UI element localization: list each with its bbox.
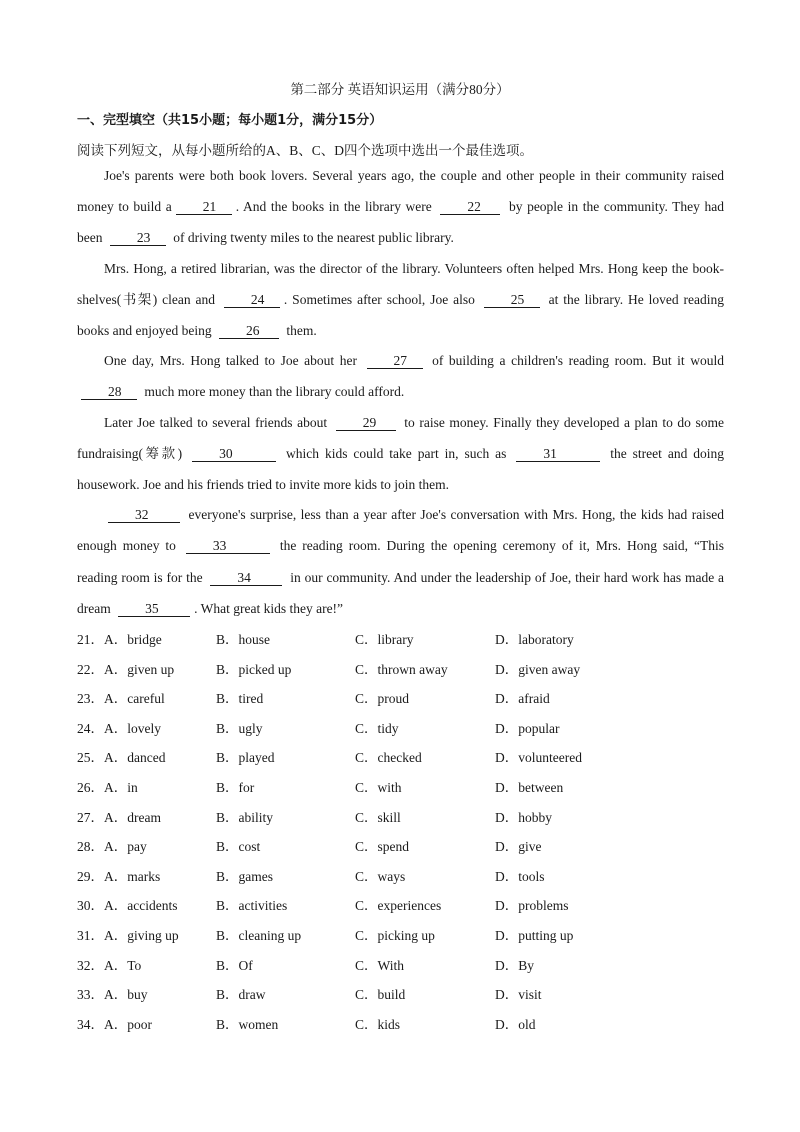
option-c: C．with bbox=[355, 779, 402, 795]
option-b: B．house bbox=[216, 632, 270, 647]
option-b: B．cost bbox=[216, 839, 261, 855]
option-row-29 bbox=[77, 859, 737, 889]
question-number: 29． bbox=[77, 868, 104, 884]
option-b: B．cleaning up bbox=[216, 927, 302, 943]
blank-34: 34 bbox=[210, 570, 282, 586]
option-c: C．experiences bbox=[355, 898, 442, 914]
passage-text: . And the books in the library were bbox=[235, 199, 432, 215]
option-row-32 bbox=[77, 948, 737, 978]
option-a-text: A．marks bbox=[104, 868, 161, 884]
option-c: C．skill bbox=[355, 809, 401, 825]
paragraph-4 bbox=[77, 407, 724, 501]
option-d: D．By bbox=[495, 957, 535, 973]
option-a-text: A．poor bbox=[104, 1016, 152, 1032]
paragraph-2 bbox=[77, 253, 724, 347]
question-number: 26． bbox=[77, 779, 104, 795]
passage-text: One day, Mrs. Hong talked to Joe about her bbox=[104, 353, 357, 369]
option-a bbox=[77, 628, 162, 648]
option-a bbox=[77, 924, 179, 944]
instruction-text: 阅读下列短文，从每小题所给的A、B、C、D四个选项中选出一个最佳选项。 bbox=[77, 143, 534, 158]
blank-24: 24 bbox=[224, 292, 280, 308]
option-d: D．hobby bbox=[495, 809, 552, 825]
passage-text: . Sometimes after school, Joe also bbox=[283, 291, 475, 307]
paragraph-3 bbox=[77, 345, 724, 407]
passage-text: to raise money. Finally they developed a plan to do some fundraising(筹款) bbox=[77, 414, 724, 461]
question-number: 22． bbox=[77, 661, 104, 677]
blank-22: 22 bbox=[440, 199, 500, 215]
passage-text: of building a children's reading room. But it would bbox=[432, 353, 724, 369]
passage-text: by people in the community. They had been bbox=[77, 199, 724, 246]
option-a bbox=[77, 865, 160, 885]
option-row-28 bbox=[77, 829, 737, 859]
question-number: 32． bbox=[77, 957, 104, 973]
option-a-text: A．in bbox=[104, 779, 138, 795]
option-a-text: A．giving up bbox=[104, 927, 179, 943]
option-c: C．proud bbox=[355, 691, 409, 707]
option-a bbox=[77, 658, 174, 678]
option-row-24 bbox=[77, 711, 737, 741]
question-number: 24． bbox=[77, 720, 104, 736]
passage-text: of driving twenty miles to the nearest public library. bbox=[173, 230, 454, 246]
option-d: D．popular bbox=[495, 720, 560, 736]
option-c: C．build bbox=[355, 987, 406, 1003]
blank-30: 30 bbox=[192, 446, 276, 462]
option-a-text: A．lovely bbox=[104, 720, 161, 736]
option-a-text: A．buy bbox=[104, 987, 148, 1003]
option-b: B．women bbox=[216, 1016, 279, 1032]
passage-text: everyone's surprise, less than a year after Joe's conversation with Mrs. Hong, the kids had raised enough money to bbox=[77, 507, 724, 554]
option-row-23 bbox=[77, 681, 737, 711]
option-a bbox=[77, 954, 141, 974]
option-a bbox=[77, 687, 165, 707]
passage-text: Later Joe talked to several friends about bbox=[104, 414, 328, 430]
passage-text: . What great kids they are!” bbox=[194, 600, 344, 616]
option-a bbox=[77, 717, 161, 737]
option-b: B．for bbox=[216, 779, 255, 795]
option-a-text: A．To bbox=[104, 957, 142, 973]
option-c: C．picking up bbox=[355, 927, 435, 943]
blank-27: 27 bbox=[367, 353, 423, 369]
passage-text: much more money than the library could afford. bbox=[144, 384, 405, 400]
option-a-text: A．dream bbox=[104, 809, 161, 825]
passage-text: which kids could take part in, such as bbox=[286, 445, 507, 461]
option-c: C．ways bbox=[355, 868, 406, 884]
option-d: D．volunteered bbox=[495, 750, 582, 766]
question-number: 21． bbox=[77, 632, 104, 647]
passage-text: them. bbox=[286, 323, 317, 339]
question-number: 31． bbox=[77, 927, 104, 943]
option-row-30 bbox=[77, 888, 737, 918]
option-c: C．thrown away bbox=[355, 661, 448, 677]
passage-text: the street and doing housework. Joe and his friends tried to invite more kids to join them. bbox=[77, 445, 725, 493]
option-b: B．picked up bbox=[216, 661, 292, 677]
question-number: 25． bbox=[77, 750, 104, 766]
option-c: C．spend bbox=[355, 839, 409, 855]
passage-text: Joe's parents were both book lovers. Several years ago, the couple and other people in their community raised money to build a bbox=[77, 168, 724, 215]
blank-26: 26 bbox=[219, 323, 279, 339]
option-a-text: A．bridge bbox=[104, 632, 162, 647]
option-d: D．problems bbox=[495, 898, 569, 914]
option-b: B．games bbox=[216, 868, 273, 884]
option-row-31 bbox=[77, 918, 737, 948]
blank-31: 31 bbox=[516, 446, 600, 462]
question-number: 30． bbox=[77, 898, 104, 914]
option-b: B．played bbox=[216, 750, 275, 766]
option-d: D．afraid bbox=[495, 691, 550, 707]
option-b: B．activities bbox=[216, 898, 288, 914]
option-d: D．laboratory bbox=[495, 632, 574, 647]
part-title: 第二部分 英语知识运用（满分80分） bbox=[290, 82, 510, 97]
blank-33: 33 bbox=[186, 538, 270, 554]
option-a-text: A．danced bbox=[104, 750, 166, 766]
option-d: D．tools bbox=[495, 868, 545, 884]
option-b: B．tired bbox=[216, 691, 264, 707]
question-number: 27． bbox=[77, 809, 104, 825]
option-a bbox=[77, 894, 177, 914]
option-row-33 bbox=[77, 977, 737, 1007]
blank-32: 32 bbox=[108, 507, 180, 523]
section-title: 一、完型填空（共15小题；每小题1分，满分15分） bbox=[77, 113, 383, 128]
option-a-text: A．careful bbox=[104, 691, 165, 707]
option-a-text: A．given up bbox=[104, 661, 175, 677]
passage-text: at the library. He loved reading books and enjoyed being bbox=[77, 291, 725, 339]
option-c: C．kids bbox=[355, 1016, 401, 1032]
option-a-text: A．pay bbox=[104, 839, 147, 855]
question-number: 23． bbox=[77, 691, 104, 707]
option-a bbox=[77, 806, 161, 826]
passage-text: Mrs. Hong, a retired librarian, was the director of the library. Volunteers often helped Mrs. Hong keep the book-shelves(书架) clean and bbox=[77, 260, 724, 307]
option-a bbox=[77, 776, 138, 796]
option-c: C．tidy bbox=[355, 720, 399, 736]
option-d: D．between bbox=[495, 779, 564, 795]
option-d: D．given away bbox=[495, 661, 581, 677]
option-c: C．checked bbox=[355, 750, 422, 766]
option-a bbox=[77, 835, 147, 855]
option-b: B．Of bbox=[216, 957, 253, 973]
option-row-27 bbox=[77, 800, 737, 830]
blank-21: 21 bbox=[176, 199, 232, 215]
option-d: D．visit bbox=[495, 987, 542, 1003]
option-row-22 bbox=[77, 652, 737, 682]
blank-28: 28 bbox=[81, 384, 137, 400]
blank-23: 23 bbox=[110, 230, 166, 246]
option-row-21 bbox=[77, 622, 737, 652]
question-number: 28． bbox=[77, 839, 104, 855]
option-b: B．ugly bbox=[216, 720, 263, 736]
option-b: B．draw bbox=[216, 987, 266, 1003]
option-b: B．ability bbox=[216, 809, 273, 825]
option-a bbox=[77, 1013, 152, 1033]
option-row-26 bbox=[77, 770, 737, 800]
blank-29: 29 bbox=[336, 415, 396, 431]
option-d: D．give bbox=[495, 839, 542, 855]
question-number: 34． bbox=[77, 1016, 104, 1032]
paragraph-1 bbox=[77, 160, 724, 254]
option-a bbox=[77, 746, 165, 766]
passage-text: in our community. And under the leadership of Joe, their hard work has made a dream bbox=[77, 569, 725, 616]
option-a bbox=[77, 983, 148, 1003]
options-list bbox=[77, 622, 737, 1036]
option-a-text: A．accidents bbox=[104, 898, 178, 914]
blank-35: 35 bbox=[118, 601, 190, 617]
option-row-34 bbox=[77, 1007, 737, 1037]
option-d: D．old bbox=[495, 1016, 536, 1032]
option-row-25 bbox=[77, 740, 737, 770]
passage-text: the reading room. During the opening ceremony of it, Mrs. Hong said, “This reading room is for the bbox=[77, 538, 725, 585]
option-c: C．With bbox=[355, 957, 404, 973]
question-number: 33． bbox=[77, 987, 104, 1003]
option-d: D．putting up bbox=[495, 927, 574, 943]
paragraph-5 bbox=[77, 499, 724, 624]
option-c: C．library bbox=[355, 632, 414, 647]
blank-25: 25 bbox=[484, 292, 540, 308]
cloze-passage bbox=[77, 160, 724, 624]
